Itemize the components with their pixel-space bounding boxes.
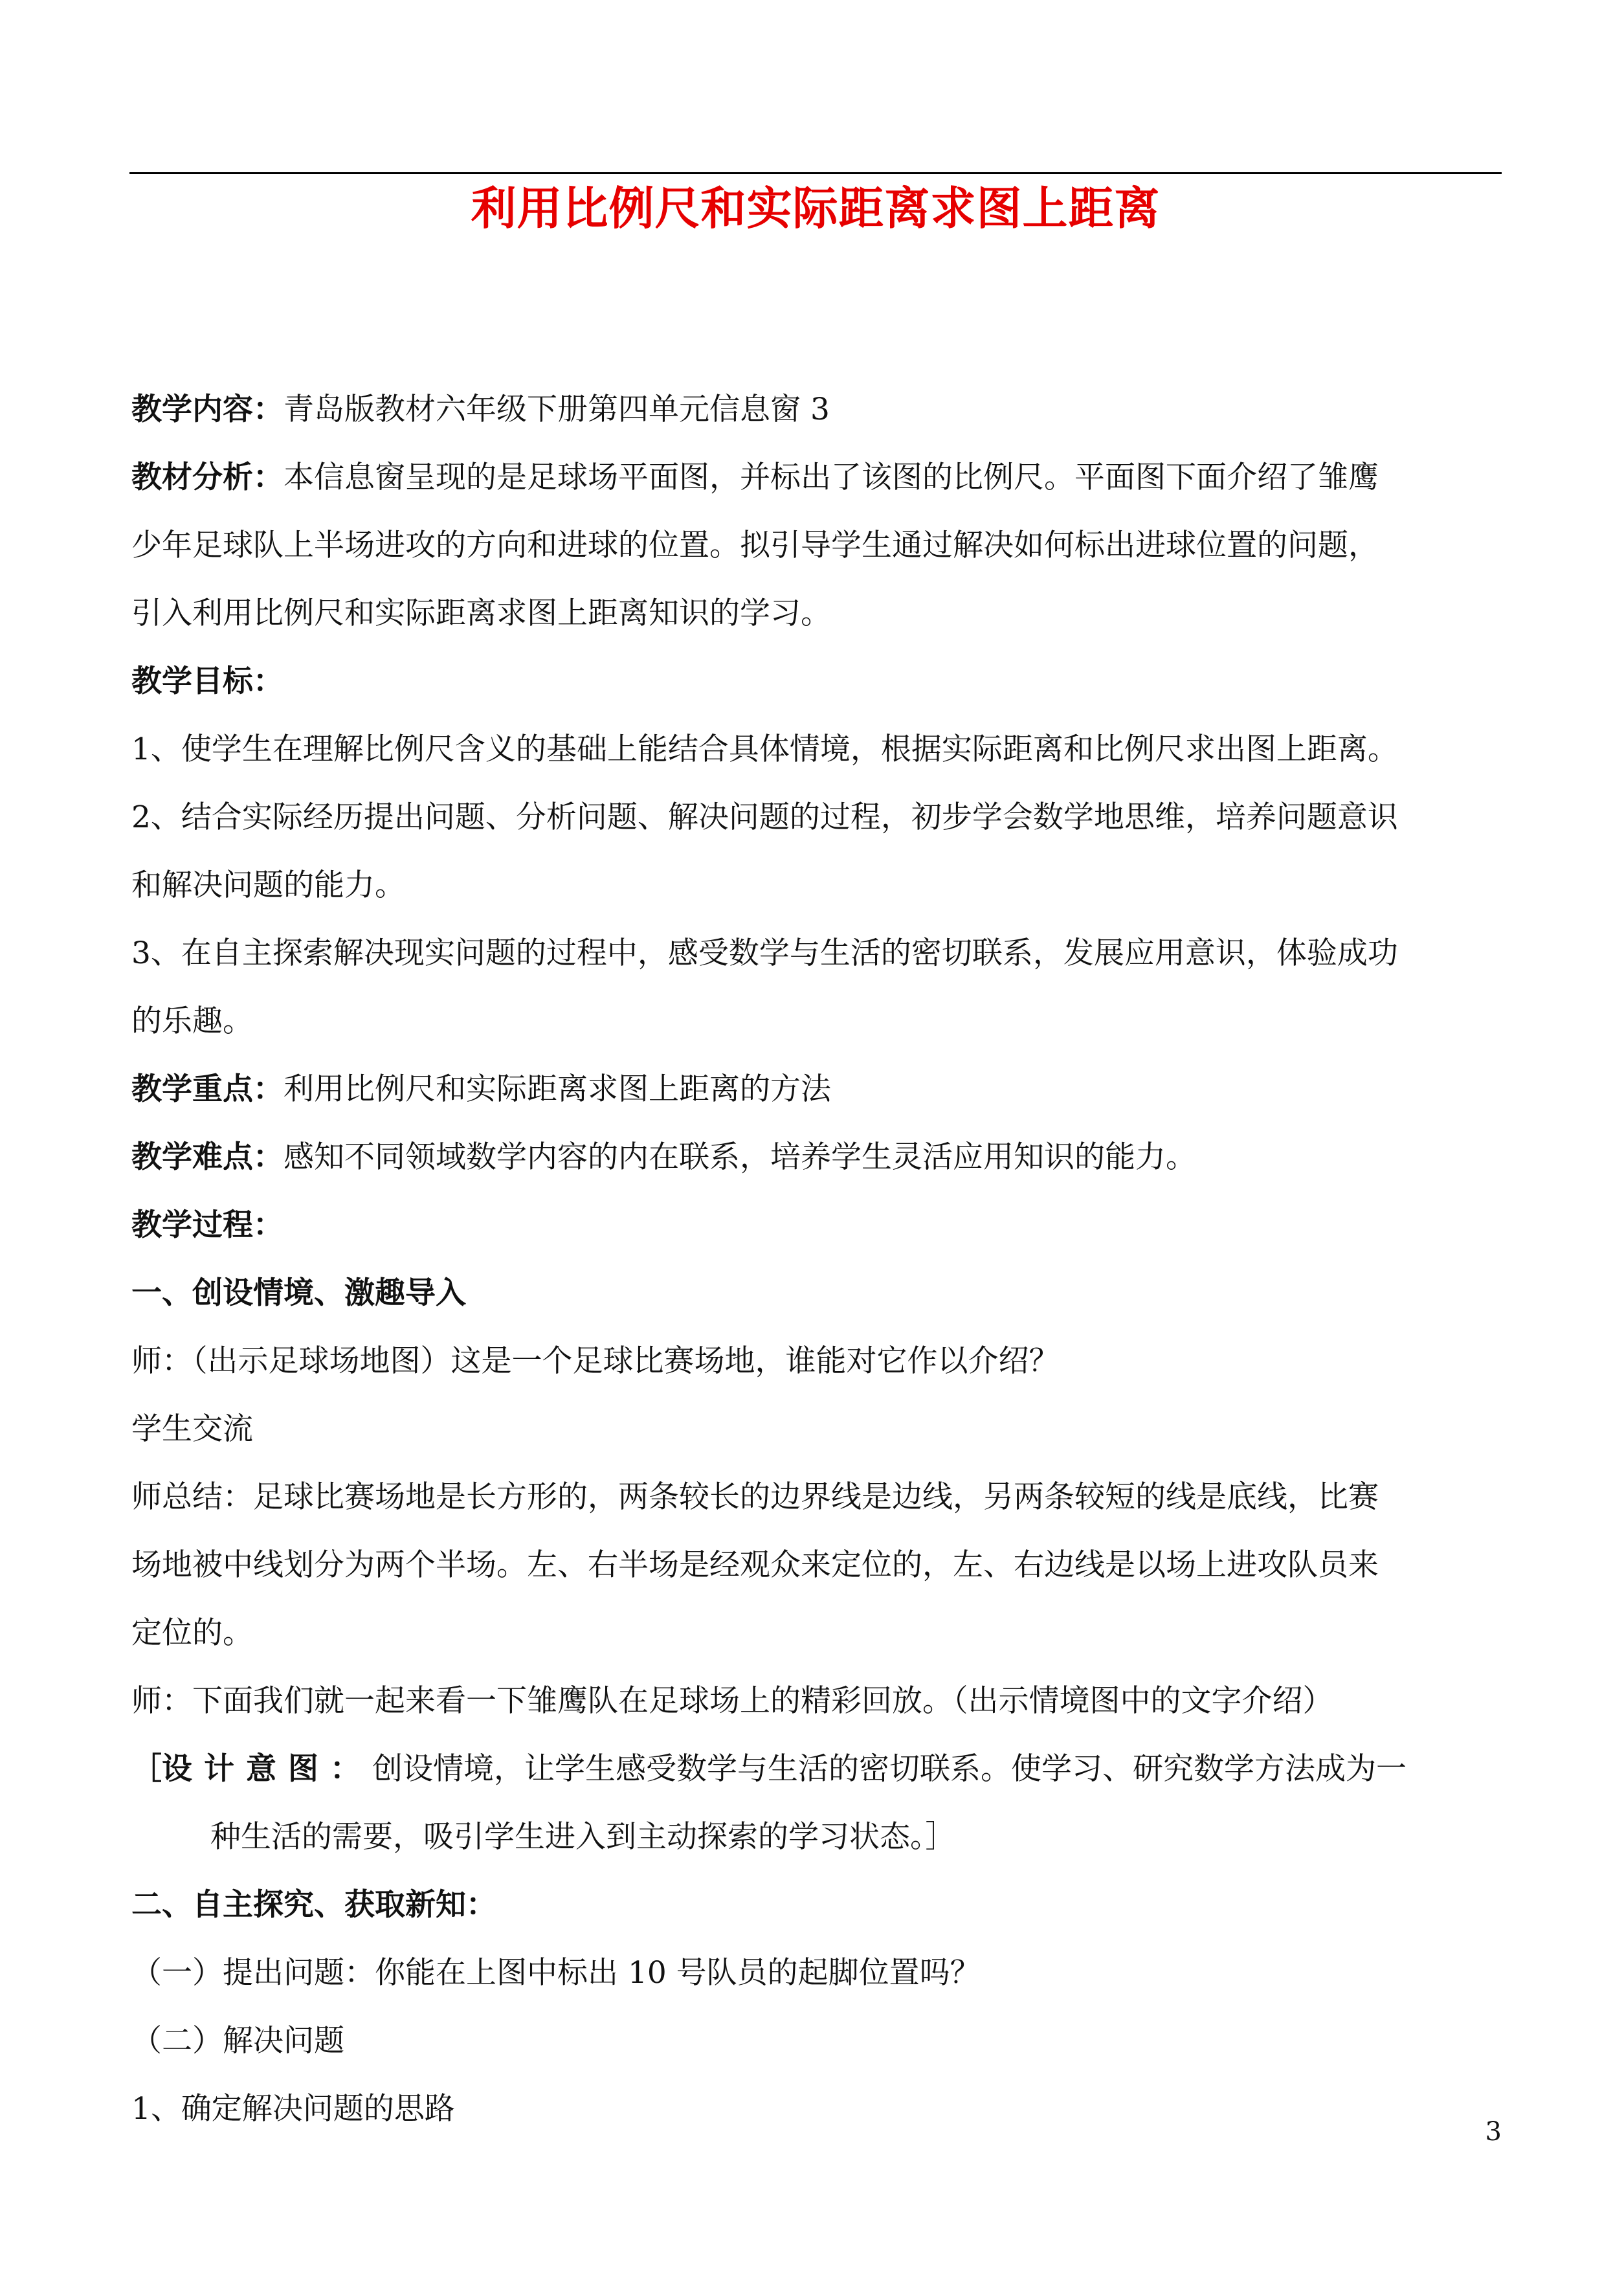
design-intent-label: 设计意图：: [162, 1751, 372, 1787]
section-2-heading: 二、自主探究、获取新知：: [131, 1887, 496, 1923]
design-intent-text-1: 创设情境，让学生感受数学与生活的密切联系。使学习、研究数学方法成为一: [372, 1751, 1407, 1787]
page-number: 3: [1485, 2117, 1502, 2147]
summary-line-1: 师总结：足球比赛场地是长方形的，两条较长的边界线是边线，另两条较短的线是底线，比赛: [131, 1479, 1379, 1515]
students-line: 学生交流: [131, 1411, 253, 1447]
step-1-line: 1、确定解决问题的思路: [131, 2091, 455, 2127]
teaching-content-line: [131, 375, 1513, 443]
teacher-line-1: 师：（出示足球场地图）这是一个足球比赛场地，谁能对它作以介绍？: [131, 1343, 1060, 1379]
goal-item-2-line-2: 和解决问题的能力。: [131, 867, 405, 903]
page-title: 利用比例尺和实际距离求图上距离: [471, 181, 1161, 235]
summary-line-2: 场地被中线划分为两个半场。左、右半场是经观众来定位的，左、右边线是以场上进攻队员来: [131, 1547, 1379, 1583]
difficulty-label: 教学难点：: [131, 1139, 284, 1175]
teaching-content-label: 教学内容：: [131, 392, 284, 427]
design-open-bracket: ［: [131, 1751, 162, 1787]
document-body: [131, 375, 1513, 2143]
key-point-line: [131, 1055, 1513, 1123]
analysis-line-1: [131, 443, 1513, 511]
sub-question-1: （一）提出问题：你能在上图中标出 10 号队员的起脚位置吗？: [131, 1955, 981, 1991]
goal-item-1: 1、使学生在理解比例尺含义的基础上能结合具体情境，根据实际距离和比例尺求出图上距离。: [131, 732, 1398, 767]
process-label: 教学过程：: [131, 1207, 284, 1243]
design-intent-line-2: 种生活的需要，吸引学生进入到主动探索的学习状态。］: [210, 1819, 956, 1855]
teacher-line-2: 师：下面我们就一起来看一下雏鹰队在足球场上的精彩回放。（出示情境图中的文字介绍）: [131, 1683, 1333, 1719]
difficulty-text: 感知不同领域数学内容的内在联系，培养学生灵活应用知识的能力。: [284, 1139, 1196, 1175]
goals-label: 教学目标：: [131, 664, 284, 699]
analysis-label: 教材分析：: [131, 460, 284, 495]
design-intent-line-1: [131, 1735, 1513, 1803]
goal-item-3-line-1: 3、在自主探索解决现实问题的过程中，感受数学与生活的密切联系，发展应用意识，体验成功: [131, 935, 1398, 971]
sub-question-2: （二）解决问题: [131, 2023, 344, 2059]
key-point-text: 利用比例尺和实际距离求图上距离的方法: [284, 1071, 831, 1107]
analysis-line-3: 引入利用比例尺和实际距离求图上距离知识的学习。: [131, 596, 831, 631]
goal-item-3-line-2: 的乐趣。: [131, 1003, 253, 1039]
teaching-content-text: 青岛版教材六年级下册第四单元信息窗 3: [284, 392, 830, 427]
analysis-text-1: 本信息窗呈现的是足球场平面图，并标出了该图的比例尺。平面图下面介绍了雏鹰: [284, 460, 1379, 495]
key-point-label: 教学重点：: [131, 1071, 284, 1107]
difficulty-line: [131, 1123, 1513, 1191]
summary-line-3: 定位的。: [131, 1615, 253, 1651]
goal-item-2-line-1: 2、结合实际经历提出问题、分析问题、解决问题的过程，初步学会数学地思维，培养问题意识: [131, 800, 1398, 835]
section-1-heading: 一、创设情境、激趣导入: [131, 1275, 466, 1311]
analysis-line-2: 少年足球队上半场进攻的方向和进球的位置。拟引导学生通过解决如何标出进球位置的问题，: [131, 528, 1379, 563]
